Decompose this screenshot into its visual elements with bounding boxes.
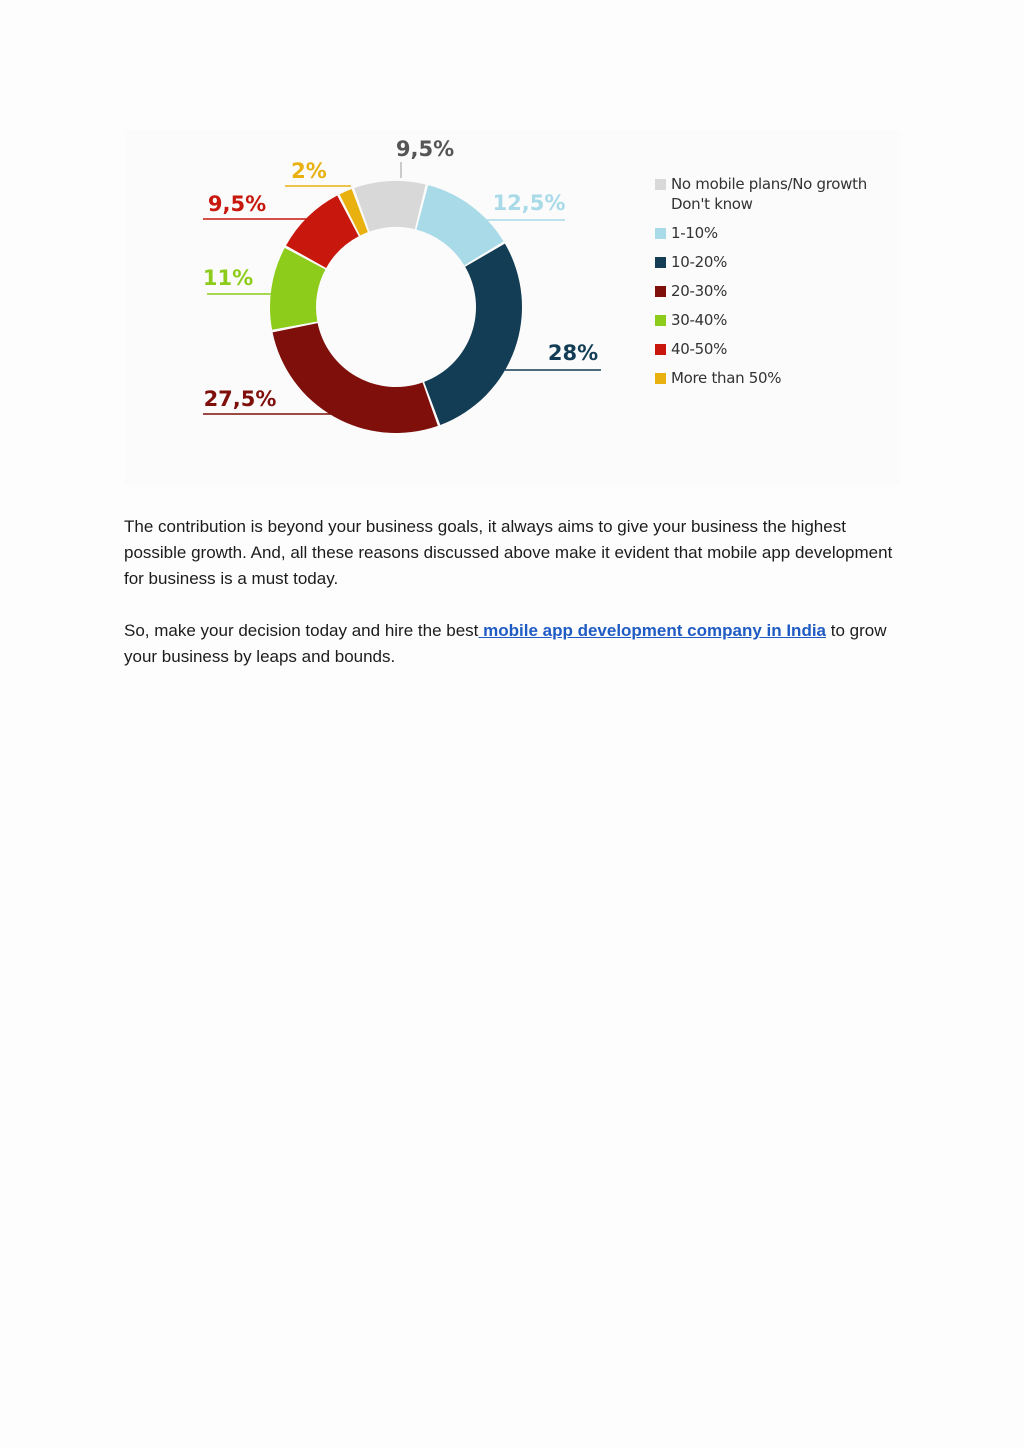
paragraph-decision bbox=[124, 618, 904, 670]
legend-swatch-6 bbox=[655, 344, 666, 355]
slice-1-data-label: 9,5% bbox=[395, 137, 455, 161]
legend-label-1: No mobile plans/No growth Don't know bbox=[671, 175, 867, 213]
legend-label-5: 30-40% bbox=[671, 311, 728, 329]
slice-5-data-label: 11% bbox=[202, 266, 254, 290]
body-text bbox=[124, 514, 904, 696]
donut-chart-figure bbox=[125, 130, 900, 485]
slice-4 bbox=[273, 323, 438, 433]
donut-chart bbox=[125, 130, 645, 485]
company-link[interactable]: mobile app development company in India bbox=[478, 621, 827, 640]
legend-swatch-4 bbox=[655, 286, 666, 297]
legend-label-7: More than 50% bbox=[671, 369, 782, 387]
chart-legend bbox=[655, 174, 895, 397]
slice-6-data-label: 9,5% bbox=[207, 192, 267, 216]
slice-3 bbox=[424, 244, 522, 425]
legend-swatch-7 bbox=[655, 373, 666, 384]
legend-item-6 bbox=[655, 339, 895, 359]
legend-label-3: 10-20% bbox=[671, 253, 728, 271]
paragraph-decision-start: So, make your decision today and hire the best bbox=[124, 621, 479, 640]
slice-3-data-label: 28% bbox=[547, 341, 599, 365]
paragraph-decision-end: to grow your business by leaps and bounds. bbox=[124, 621, 887, 666]
slice-4-data-label: 27,5% bbox=[203, 387, 277, 411]
legend-item-7 bbox=[655, 368, 895, 388]
paragraph-contribution: The contribution is beyond your business goals, it always aims to give your business the highest possible growth. And, all these reasons discussed above make it evident that mobile app development for business is a must today. bbox=[124, 517, 893, 588]
legend-item-4 bbox=[655, 281, 895, 301]
slice-7-data-label: 2% bbox=[291, 159, 327, 183]
slice-2-data-label: 12,5% bbox=[492, 191, 566, 215]
slice-1 bbox=[354, 181, 425, 232]
legend-item-3 bbox=[655, 252, 895, 272]
legend-swatch-5 bbox=[655, 315, 666, 326]
legend-item-5 bbox=[655, 310, 895, 330]
legend-swatch-1 bbox=[655, 179, 666, 190]
legend-swatch-3 bbox=[655, 257, 666, 268]
legend-label-4: 20-30% bbox=[671, 282, 728, 300]
legend-item-2 bbox=[655, 223, 895, 243]
legend-label-2: 1-10% bbox=[671, 224, 718, 242]
legend-item-1 bbox=[655, 174, 895, 214]
legend-label-6: 40-50% bbox=[671, 340, 728, 358]
legend-swatch-2 bbox=[655, 228, 666, 239]
